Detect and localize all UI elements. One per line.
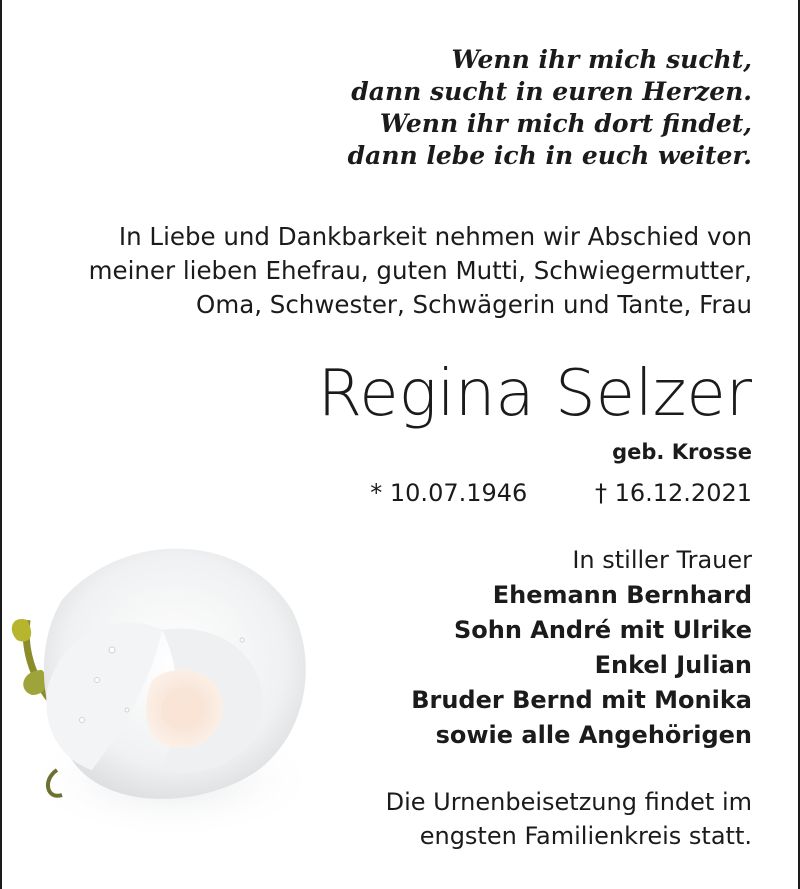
mourner: Enkel Julian xyxy=(594,651,752,679)
death-date: † 16.12.2021 xyxy=(594,479,752,507)
intro-line: Oma, Schwester, Schwägerin und Tante, Frau xyxy=(196,290,752,319)
poem-line: Wenn ihr mich sucht, xyxy=(451,45,752,74)
white-rose-image xyxy=(2,520,332,850)
birth-date: * 10.07.1946 xyxy=(370,479,528,507)
funeral-note-line: Die Urnenbeisetzung findet im xyxy=(385,788,752,816)
mourner: Sohn André mit Ulrike xyxy=(453,616,752,644)
poem-line: dann lebe ich in euch weiter. xyxy=(347,141,752,170)
funeral-note xyxy=(386,785,752,853)
poem xyxy=(348,44,752,172)
poem-line: dann sucht in euren Herzen. xyxy=(351,77,752,106)
mourners-block xyxy=(411,543,752,753)
intro-line: In Liebe und Dankbarkeit nehmen wir Abschied von xyxy=(118,222,752,251)
mourner: Ehemann Bernhard xyxy=(492,581,752,609)
intro-line: meiner lieben Ehefrau, guten Mutti, Schwiegermutter, xyxy=(88,256,752,285)
poem-line: Wenn ihr mich dort findet, xyxy=(379,109,752,138)
deceased-name: Regina Selzer xyxy=(317,357,752,431)
mourner: sowie alle Angehörigen xyxy=(435,721,752,749)
farewell-intro xyxy=(89,220,752,322)
life-dates xyxy=(370,476,752,510)
mourner: Bruder Bernd mit Monika xyxy=(411,686,752,714)
funeral-note-line: engsten Familienkreis statt. xyxy=(419,822,752,850)
mourning-intro: In stiller Trauer xyxy=(572,546,752,574)
maiden-name: geb. Krosse xyxy=(612,440,752,464)
